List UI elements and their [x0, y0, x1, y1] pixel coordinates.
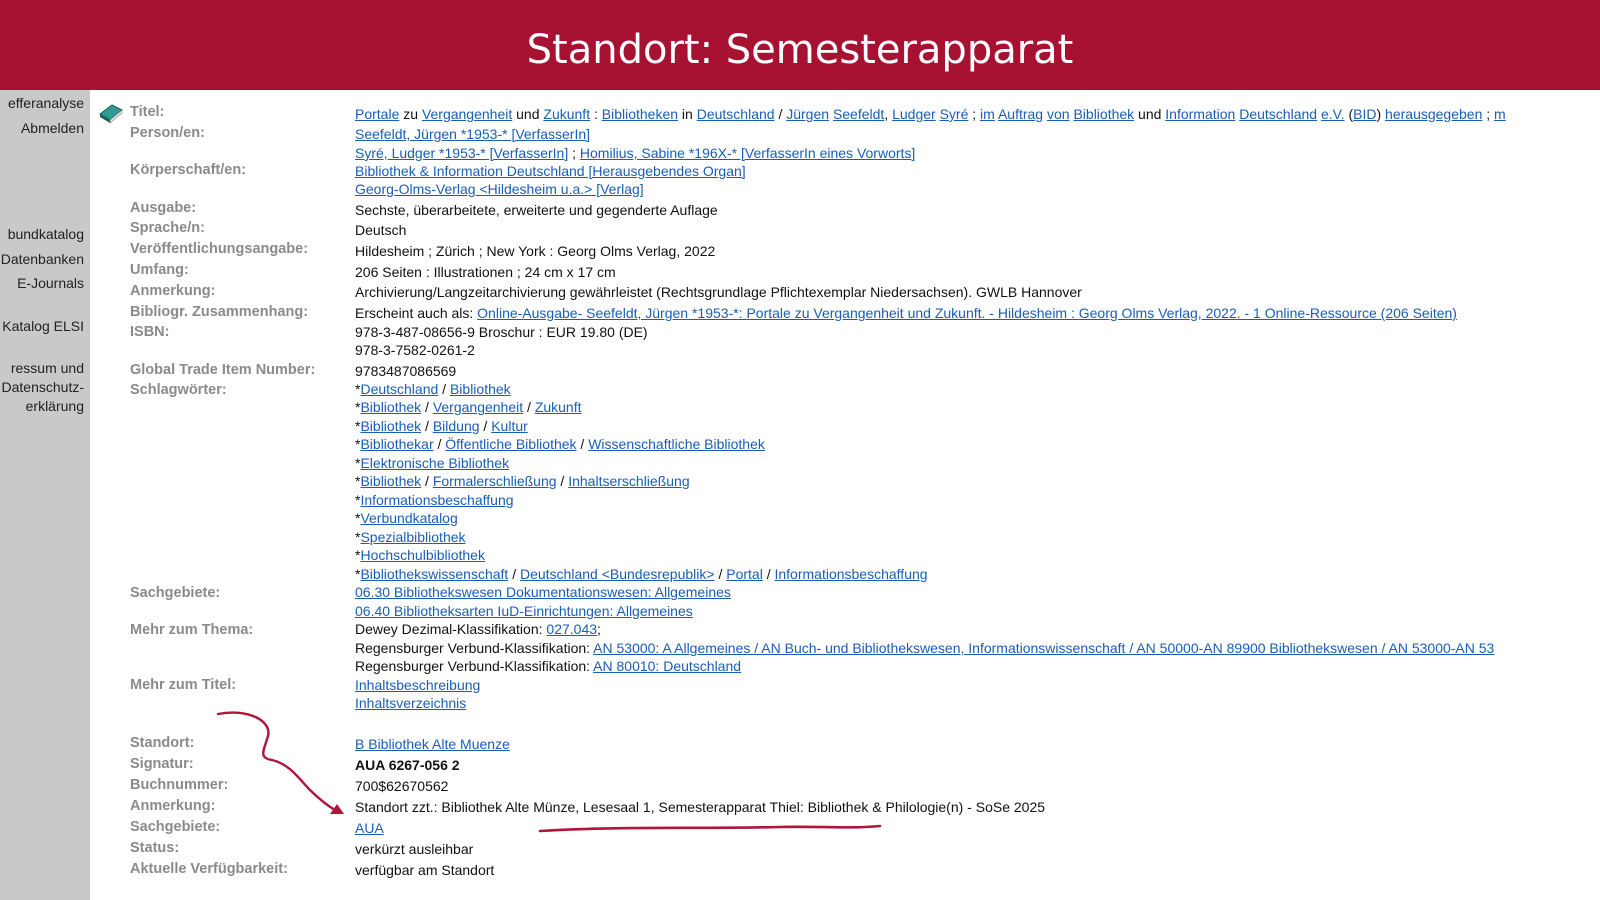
sachgebiet-row — [355, 603, 693, 619]
subject-link[interactable]: Öffentliche Bibliothek — [445, 436, 577, 452]
subject-link[interactable]: Informationsbeschaffung — [774, 566, 928, 582]
title-word-link[interactable]: von — [1046, 106, 1070, 122]
sidebar-item-datenschutz[interactable]: Datenschutz- — [1, 379, 84, 395]
subject-link[interactable]: Bibliothekswissenschaft — [360, 566, 509, 582]
title-word-link[interactable]: Vergangenheit — [421, 106, 513, 122]
book-icon — [98, 102, 124, 124]
anmerkung-exemplar-value: Standort zzt.: Bibliothek Alte Münze, Lesesaal 1, Semesterapparat Thiel: Bibliothek & Philologie(n) - SoSe 2025 — [355, 799, 1046, 815]
ausgabe-value: Sechste, überarbeitete, erweiterte und gegenderte Auflage — [355, 202, 718, 218]
label-schlagwoerter: Schlagwörter: — [130, 382, 227, 398]
title-word-link[interactable]: Zukunft — [543, 106, 591, 122]
label-isbn: ISBN: — [130, 324, 170, 340]
label-koerperschaften: Körperschaft/en: — [130, 162, 247, 178]
gtin-value: 9783487086569 — [355, 363, 457, 379]
umfang-value: 206 Seiten : Illustrationen ; 24 cm x 17 cm — [355, 264, 616, 280]
dewey-link[interactable]: 027.043 — [546, 621, 598, 637]
title-word-link[interactable]: Deutschland — [696, 106, 775, 122]
corporate-row — [355, 163, 746, 179]
label-umfang: Umfang: — [130, 262, 189, 278]
person-row: Syré, Ludger *1953-* [VerfasserIn] ; Homilius, Sabine *196X-* [VerfasserIn eines Vorworts] — [355, 145, 916, 161]
sidebar-nav — [0, 90, 90, 900]
subject-link[interactable]: Deutschland <Bundesrepublik> — [519, 566, 715, 582]
corporate-link-olms[interactable]: Georg-Olms-Verlag <Hildesheim u.a.> [Verlag] — [355, 181, 644, 197]
sidebar-item-datenbanken[interactable]: Datenbanken — [0, 251, 84, 267]
label-anmerkung-exemplar: Anmerkung: — [130, 798, 216, 814]
title-word-link[interactable]: m — [1494, 106, 1506, 122]
title-word-link[interactable]: Auftrag — [997, 106, 1044, 122]
subject-link[interactable]: Bibliothek — [360, 418, 422, 434]
signatur-value: AUA 6267-056 2 — [355, 757, 460, 773]
veroeffentlichung-value: Hildesheim ; Zürich ; New York : Georg Olms Verlag, 2022 — [355, 243, 716, 259]
title-word-link[interactable]: Syré — [939, 106, 969, 122]
isbn-value: 978-3-487-08656-9 Broschur : EUR 19.80 (DE) — [355, 324, 648, 340]
label-sachgebiete-exemplar: Sachgebiete: — [130, 819, 221, 835]
subject-row: *Bibliothekar / Öffentliche Bibliothek / Wissenschaftliche Bibliothek — [355, 436, 765, 452]
subject-link[interactable]: Bibliothek — [360, 473, 422, 489]
anmerkung-value: Archivierung/Langzeitarchivierung gewährleistet (Rechtsgrundlage Pflichtexemplar Niedersachsen). GWLB Hannover — [355, 284, 1082, 300]
title-word-link[interactable]: Information — [1165, 106, 1236, 122]
subject-row: *Bibliothek / Vergangenheit / Zukunft — [355, 399, 582, 415]
record-detail — [90, 90, 1600, 900]
sprache-value: Deutsch — [355, 222, 407, 238]
subject-link[interactable]: Zukunft — [534, 399, 582, 415]
status-value: verkürzt ausleihbar — [355, 841, 474, 857]
label-bibliogr-zusammenhang: Bibliogr. Zusammenhang: — [130, 304, 309, 320]
label-verfuegbarkeit: Aktuelle Verfügbarkeit: — [130, 861, 288, 877]
label-gtin: Global Trade Item Number: — [130, 362, 316, 378]
sidebar-item-verbundkatalog[interactable]: bundkatalog — [7, 226, 84, 242]
subject-row: *Bibliothekswissenschaft / Deutschland <Bundesrepublik> / Portal / Informationsbeschaffung — [355, 566, 928, 582]
label-status: Status: — [130, 840, 180, 856]
sidebar-item-erklaerung[interactable]: erklärung — [25, 398, 84, 414]
subject-link[interactable]: Deutschland — [360, 381, 439, 397]
person-link-seefeldt[interactable]: Seefeldt, Jürgen *1953-* [VerfasserIn] — [355, 126, 591, 142]
rvk-link[interactable]: AN 53000: A Allgemeines / AN Buch- und Bibliothekswesen, Informationswissenschaft / AN 50000-AN 89900 Bibliothekswesen / AN 53000-AN 53 — [593, 640, 1495, 656]
person-link-syre[interactable]: Syré, Ludger *1953-* [VerfasserIn] — [355, 145, 569, 161]
bibliogr-value: Erscheint auch als: Online-Ausgabe- Seefeldt, Jürgen *1953-*: Portale zu Vergangenheit und Zukunft. - Hildesheim : Georg Olms Verlag, 2022. - 1 Online-Ressource (206 Seiten) — [355, 305, 1457, 321]
subject-link[interactable]: Verbundkatalog — [360, 510, 458, 526]
person-link-homilius[interactable]: Homilius, Sabine *196X-* [VerfasserIn eines Vorworts] — [579, 145, 916, 161]
standort-link[interactable]: B Bibliothek Alte Muenze — [355, 736, 510, 752]
sachgebiet-link[interactable]: 06.30 Bibliothekswesen Dokumentationswesen: Allgemeines — [355, 584, 731, 600]
subject-link[interactable]: Spezialbibliothek — [360, 529, 466, 545]
subject-link[interactable]: Wissenschaftliche Bibliothek — [588, 436, 765, 452]
title-word-link[interactable]: Ludger — [892, 106, 936, 122]
subject-link[interactable]: Formalerschließung — [432, 473, 557, 489]
sachgebiete-exemplar-row — [355, 820, 384, 836]
subject-link[interactable]: Inhaltserschließung — [568, 473, 690, 489]
subject-row: *Bibliothek / Formalerschließung / Inhaltserschließung — [355, 473, 690, 489]
mehr-titel-row — [355, 695, 466, 711]
label-ausgabe: Ausgabe: — [130, 200, 197, 216]
subject-link[interactable]: Bibliothek — [360, 399, 422, 415]
aua-link[interactable]: AUA — [355, 820, 384, 836]
sidebar-item-ejournals[interactable]: E-Journals — [17, 275, 84, 291]
subject-row: *Spezialbibliothek — [355, 529, 466, 545]
label-anmerkung: Anmerkung: — [130, 283, 216, 299]
title-word-link[interactable]: Jürgen — [786, 106, 830, 122]
subject-link[interactable]: Informationsbeschaffung — [360, 492, 514, 508]
title-word-link[interactable]: Portale — [355, 106, 400, 122]
subject-row: *Verbundkatalog — [355, 510, 458, 526]
label-mehr-zum-thema: Mehr zum Thema: — [130, 622, 254, 638]
subject-link[interactable]: Bibliothek — [449, 381, 511, 397]
sidebar-item-impressum[interactable]: ressum und — [10, 360, 84, 376]
sachgebiet-row — [355, 584, 731, 600]
label-personen: Person/en: — [130, 125, 205, 141]
sidebar-item-trefferanalyse[interactable]: efferanalyse — [7, 95, 84, 111]
label-buchnummer: Buchnummer: — [130, 777, 229, 793]
inhaltsbeschreibung-link[interactable]: Inhaltsbeschreibung — [355, 677, 481, 693]
slide-title: Standort: Semesterapparat — [526, 27, 1074, 73]
subject-link[interactable]: Portal — [726, 566, 763, 582]
subject-row: *Elektronische Bibliothek — [355, 455, 510, 471]
title-word-link[interactable]: Bibliothek — [1073, 106, 1135, 122]
subject-row: *Informationsbeschaffung — [355, 492, 514, 508]
mehr-titel-row — [355, 677, 480, 693]
online-edition-link[interactable]: Online-Ausgabe- Seefeldt, Jürgen *1953-*: Portale zu Vergangenheit und Zukunft. - Hildesheim : Georg Olms Verlag, 2022. - 1 Online-Ressource (206 Seiten) — [477, 305, 1457, 321]
inhaltsverzeichnis-link[interactable]: Inhaltsverzeichnis — [355, 695, 467, 711]
subject-link[interactable]: Vergangenheit — [432, 399, 524, 415]
slide-banner — [0, 0, 1600, 90]
label-titel: Titel: — [130, 104, 165, 120]
label-sprache: Sprache/n: — [130, 220, 205, 236]
verfuegbarkeit-value: verfügbar am Standort — [355, 862, 495, 878]
title-word-link[interactable]: Seefeldt — [832, 106, 885, 122]
label-signatur: Signatur: — [130, 756, 194, 772]
rvk-row: Regensburger Verbund-Klassifikation: AN 80010: Deutschland — [355, 658, 742, 674]
title-word-link[interactable]: herausgegeben — [1385, 106, 1483, 122]
label-sachgebiete: Sachgebiete: — [130, 585, 221, 601]
isbn-value: 978-3-7582-0261-2 — [355, 342, 475, 358]
label-mehr-zum-titel: Mehr zum Titel: — [130, 677, 237, 693]
corporate-link-bid[interactable]: Bibliothek & Information Deutschland [Herausgebendes Organ] — [355, 163, 746, 179]
corporate-row — [355, 181, 644, 197]
subject-link[interactable]: Hochschulbibliothek — [360, 547, 485, 563]
title-word-link[interactable]: e.V. — [1320, 106, 1345, 122]
person-row — [355, 126, 590, 142]
title-word-link[interactable]: Bibliotheken — [601, 106, 679, 122]
subject-row: *Bibliothek / Bildung / Kultur — [355, 418, 528, 434]
rvk-row: Regensburger Verbund-Klassifikation: AN 53000: A Allgemeines / AN Buch- und Bibliothekswesen, Informationswissenschaft / AN 50000-AN 89900 Bibliothekswesen / AN 53000-AN 53 — [355, 640, 1495, 656]
subject-link[interactable]: Kultur — [491, 418, 528, 434]
label-veroeffentlichung: Veröffentlichungsangabe: — [130, 241, 309, 257]
sidebar-item-katalog-elsi[interactable]: Katalog ELSI — [2, 318, 84, 334]
subject-row: *Deutschland / Bibliothek — [355, 381, 511, 397]
sidebar-item-abmelden[interactable]: Abmelden — [20, 120, 84, 136]
sachgebiet-link[interactable]: 06.40 Bibliotheksarten IuD-Einrichtungen: Allgemeines — [355, 603, 693, 619]
subject-link[interactable]: Bibliothekar — [360, 436, 434, 452]
subject-link[interactable]: Elektronische Bibliothek — [360, 455, 510, 471]
title-word-link[interactable]: im — [980, 106, 995, 122]
standort-row — [355, 736, 510, 752]
title-word-link[interactable]: Deutschland — [1239, 106, 1318, 122]
subject-link[interactable]: Bildung — [432, 418, 480, 434]
buchnummer-value: 700$62670562 — [355, 778, 449, 794]
title-value: Portale zu Vergangenheit und Zukunft : Bibliotheken in Deutschland / Jürgen Seefeldt, Ludger Syré ; im Auftrag von Bibliothek und Information Deutschland e.V. (BID) herausgegeben ; m — [355, 106, 1506, 122]
dewey-row: Dewey Dezimal-Klassifikation: 027.043; — [355, 621, 601, 637]
title-word-link[interactable]: BID — [1353, 106, 1377, 122]
rvk-link[interactable]: AN 80010: Deutschland — [593, 658, 742, 674]
label-standort: Standort: — [130, 735, 195, 751]
subject-row: *Hochschulbibliothek — [355, 547, 485, 563]
